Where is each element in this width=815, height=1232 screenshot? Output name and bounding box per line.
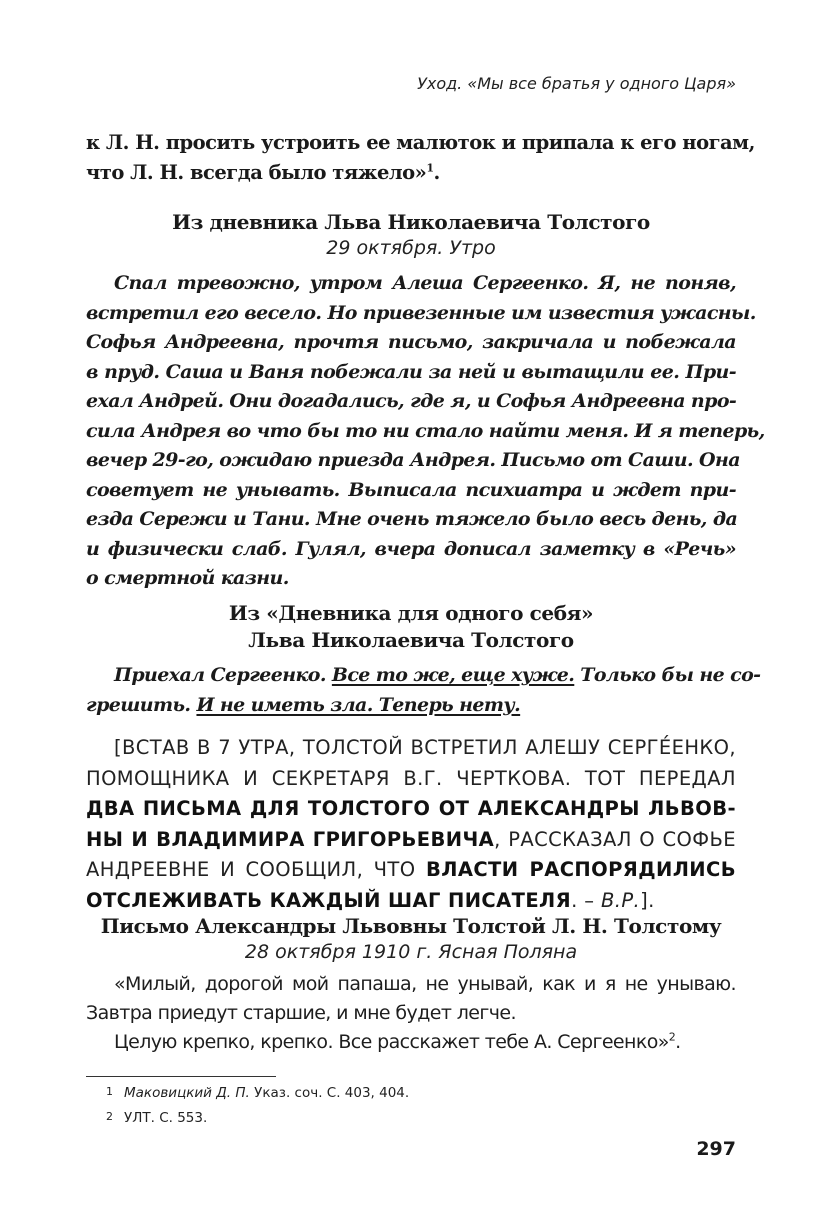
editorial-line: НЫ И ВЛАДИМИРА ГРИГОРЬЕВИЧА, РАССКАЗАЛ О СОФЬЕ: [86, 827, 736, 851]
intro-line: к Л. Н. просить устроить ее малюток и припала к его ногам,: [86, 131, 755, 154]
diary-self-line: Приехал Сергеенко. Все то же, еще хуже. Только бы не со-: [114, 664, 761, 686]
running-head: Уход. «Мы все братья у одного Царя»: [417, 74, 736, 93]
section-subheading: 29 октября. Утро: [326, 237, 496, 259]
diary-line: сила Андрея во что бы то ни стало найти меня. И я теперь,: [86, 419, 765, 442]
section-subheading: 28 октября 1910 г. Ясная Поляна: [244, 941, 578, 963]
underlined-phrase: И не иметь зла. Теперь нету.: [196, 693, 521, 716]
diary-line: советует не унывать. Выписала психиатра и ждет при-: [86, 478, 736, 501]
letter-line: Завтра приедут старшие, и мне будет легче.: [86, 1002, 516, 1024]
section-heading: Письмо Александры Львовны Толстой Л. Н. Толстому: [100, 914, 722, 938]
editorial-line: [ВСТАВ В 7 УТРА, ТОЛСТОЙ ВСТРЕТИЛ АЛЕШУ СЕРГЕ́ЕНКО,: [114, 736, 736, 759]
footnote-item: 1 Маковицкий Д. П. Указ. соч. С. 403, 404.: [106, 1085, 410, 1101]
editorial-line: АНДРЕЕВНЕ И СООБЩИЛ, ЧТО ВЛАСТИ РАСПОРЯДИЛИСЬ: [86, 858, 736, 881]
letter-line: «Милый, дорогой мой папаша, не унывай, как и я не унываю.: [114, 973, 736, 995]
diary-line: Спал тревожно, утром Алеша Сергеенко. Я, не поняв,: [114, 272, 736, 294]
book-page: [86, 0, 765, 1232]
section-heading-line2: Льва Николаевича Толстого: [248, 628, 574, 652]
intro-paragraph: [86, 128, 755, 188]
footnotes: [106, 1080, 409, 1130]
underlined-phrase: Все то же, еще хуже.: [331, 664, 575, 686]
section-heading: Из «Дневника для одного себя»: [228, 601, 594, 625]
editorial-note: [86, 733, 736, 916]
diary-self-paragraph: [86, 661, 761, 720]
diary-self-line: грешить. И не иметь зла. Теперь нету.: [86, 693, 521, 716]
footnote-ref: 1: [426, 161, 434, 175]
diary-line: и физически слаб. Гулял, вчера дописал заметку в «Речь»: [86, 537, 736, 560]
editorial-line: ДВА ПИСЬМА ДЛЯ ТОЛСТОГО ОТ АЛЕКСАНДРЫ ЛЬВОВ-: [86, 797, 736, 820]
footnote-divider: [86, 1076, 276, 1077]
letter-paragraph: [86, 970, 736, 1057]
diary-line: о смертной казни.: [86, 567, 289, 589]
diary-line: Софья Андреевна, прочтя письмо, закричала и побежала: [86, 331, 736, 353]
editorial-line: ПОМОЩНИКА И СЕКРЕТАРЯ В.Г. ЧЕРТКОВА. ТОТ ПЕРЕДАЛ: [86, 766, 736, 790]
page-number: 297: [696, 1138, 736, 1160]
intro-line-last: что Л. Н. всегда было тяжело»$^1$.: [86, 161, 440, 184]
section-heading: Из дневника Льва Николаевича Толстого: [172, 210, 650, 234]
diary-line: в пруд. Саша и Ваня побежали за ней и вытащили ее. При-: [86, 360, 736, 383]
diary-line: ехал Андрей. Они догадались, где я, и Софья Андреевна про-: [86, 390, 737, 412]
editorial-line: ОТСЛЕЖИВАТЬ КАЖДЫЙ ШАГ ПИСАТЕЛЯ. – В.Р.].: [86, 888, 655, 912]
footnote-ref: 2: [668, 1030, 676, 1044]
diary-line: вечер 29-го, ожидаю приезда Андрея. Письмо от Саши. Она: [86, 449, 740, 471]
diary-line: встретил его весело. Но привезенные им известия ужасны.: [86, 301, 756, 324]
letter-line: Целую крепко, крепко. Все расскажет тебе А. Сергеенко»$^2$.: [114, 1030, 681, 1053]
footnote-item: 2 УЛТ. С. 553.: [106, 1110, 208, 1126]
diary-paragraph: [86, 269, 765, 594]
diary-line: езда Сережи и Тани. Мне очень тяжело было весь день, да: [86, 508, 738, 530]
